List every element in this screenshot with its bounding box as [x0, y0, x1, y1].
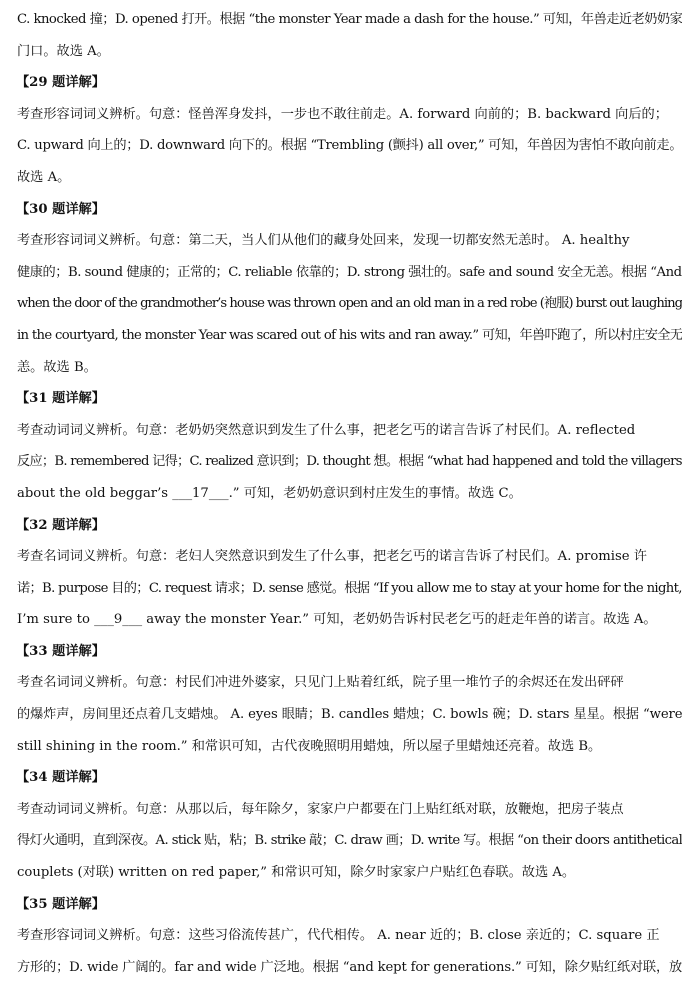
text-line: 考查形容词词义辨析。句意：怪兽浑身发抖，一步也不敢往前走。A. forward 向前的；B. backward 向后的； [17, 106, 668, 122]
text-line: I’m sure to ___9___ away the monster Year.” 可知，老奶奶告诉村民老乞丐的赶走年兽的诺言。故选 A。 [17, 612, 657, 628]
document-body [17, 4, 682, 983]
section-heading: 【29 题详解】 [16, 75, 105, 91]
text-line: in the courtyard, the monster Year was scared out of his wits and ran away.” 可知，年兽吓跑了，所以村庄安全无 [17, 327, 682, 343]
section-heading: 【31 题详解】 [16, 391, 105, 407]
text-line: 门口。故选 A。 [17, 43, 110, 59]
text-line: 考查名词词义辨析。句意：老妇人突然意识到发生了什么事，把老乞丐的诺言告诉了村民们。A. promise 许 [17, 549, 647, 565]
section-heading: 【33 题详解】 [16, 643, 105, 659]
text-line: 考查形容词词义辨析。句意：这些习俗流传甚广，代代相传。 A. near 近的；B. close 亲近的；C. square 正 [17, 928, 660, 944]
text-line: 恙。故选 B。 [17, 359, 97, 375]
text-line: 考查动词词义辨析。句意：从那以后，每年除夕，家家户户都要在门上贴红纸对联，放鞭炮，把房子装点 [17, 801, 624, 817]
section-heading: 【32 题详解】 [16, 517, 105, 533]
text-line: about the old beggar’s ___17___.” 可知，老奶奶意识到村庄发生的事情。故选 C。 [17, 485, 522, 501]
section-heading: 【35 题详解】 [16, 896, 105, 912]
text-line: 得灯火通明，直到深夜。A. stick 贴，粘；B. strike 敲；C. draw 画；D. write 写。根据 “on their doors antithetical [17, 833, 682, 849]
section-heading: 【30 题详解】 [16, 201, 105, 217]
text-line: 诺；B. purpose 目的；C. request 请求；D. sense 感觉。根据 “If you allow me to stay at your home for the night, [17, 580, 682, 596]
text-line: 健康的；B. sound 健康的；正常的；C. reliable 依靠的；D. strong 强壮的。safe and sound 安全无恙。根据 “And [17, 264, 682, 280]
text-line: C. upward 向上的；D. downward 向下的。根据 “Trembling (颤抖) all over,” 可知，年兽因为害怕不敢向前走。 [17, 138, 682, 154]
text-line: when the door of the grandmother’s house was thrown open and an old man in a red robe (袍服) burst out laughing [17, 296, 682, 312]
text-line: 考查名词词义辨析。句意：村民们冲进外婆家，只见门上贴着红纸，院子里一堆竹子的余烬还在发出砰砰 [17, 675, 624, 691]
text-line: 故选 A。 [17, 169, 71, 185]
text-line: couplets (对联) written on red paper,” 和常识可知，除夕时家家户户贴红色春联。故选 A。 [17, 865, 576, 881]
text-line: C. knocked 撞；D. opened 打开。根据 “the monster Year made a dash for the house.” 可知，年兽走近老奶奶家 [17, 12, 682, 27]
text-line: 反应；B. remembered 记得；C. realized 意识到；D. thought 想。根据 “what had happened and told the villagers [17, 454, 682, 470]
text-line: 考查动词词义辨析。句意：老奶奶突然意识到发生了什么事，把老乞丐的诺言告诉了村民们。A. reflected [17, 422, 636, 438]
text-line: 的爆炸声，房间里还点着几支蜡烛。 A. eyes 眼睛；B. candles 蜡烛；C. bowls 碗；D. stars 星星。根据 “were [17, 707, 682, 723]
text-line: 方形的；D. wide 广阔的。far and wide 广泛地。根据 “and kept for generations.” 可知，除夕贴红纸对联，放 [17, 959, 682, 975]
section-heading: 【34 题详解】 [16, 770, 105, 786]
text-line: 考查形容词词义辨析。句意：第二天，当人们从他们的藏身处回来，发现一切都安然无恙时。 A. healthy [17, 233, 630, 249]
text-line: still shining in the room.” 和常识可知，古代夜晚照明用蜡烛，所以屋子里蜡烛还亮着。故选 B。 [17, 738, 602, 754]
